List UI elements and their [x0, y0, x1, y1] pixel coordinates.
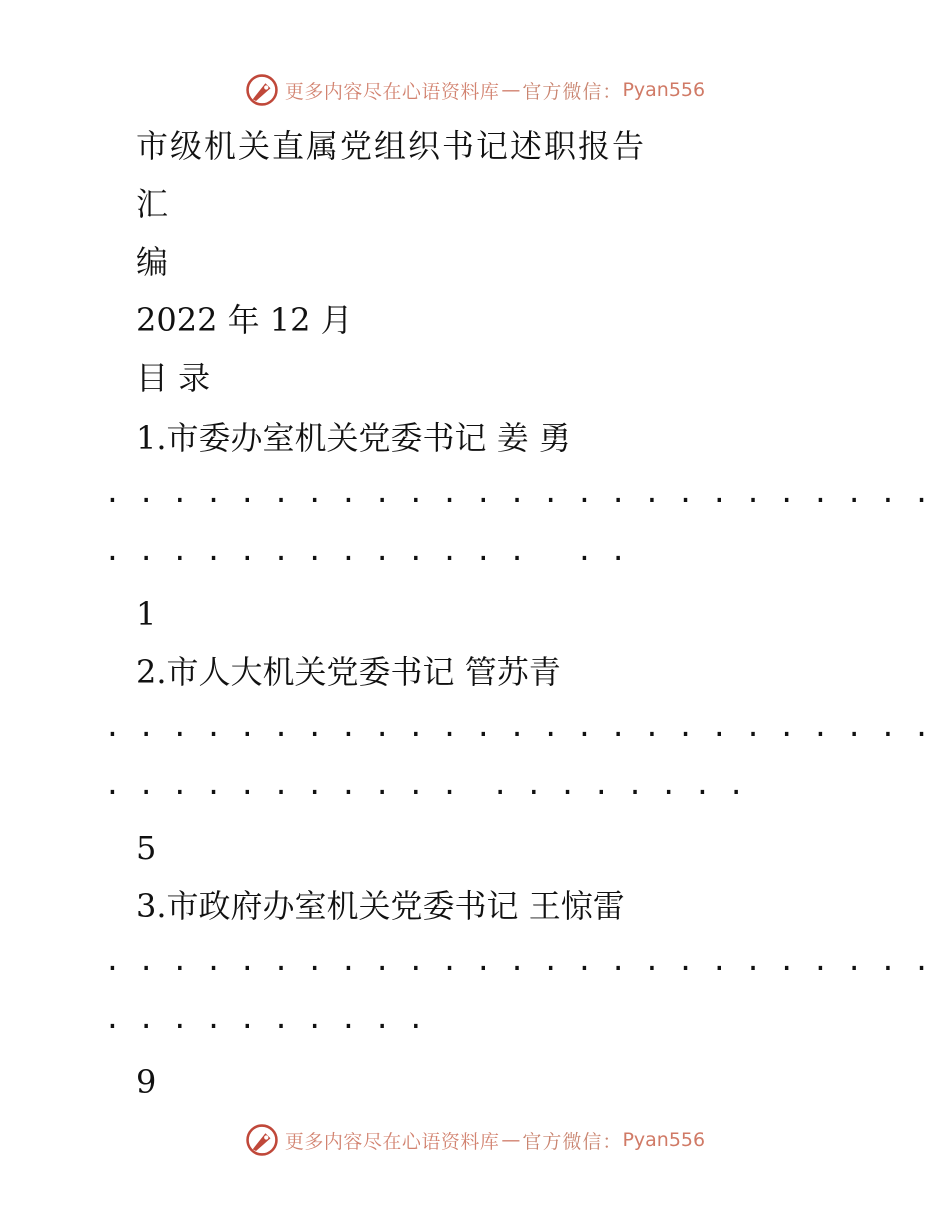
- toc-entry-title: 3.市政府办室机关党委书记 王惊雷: [136, 887, 625, 925]
- toc-entry-leader: . . . . . . . . . .: [104, 1002, 425, 1035]
- banner-brand: 更多内容尽在心语资料库: [284, 1130, 500, 1153]
- doc-subtitle-line2: 编: [136, 243, 169, 281]
- toc-entry-leader: . . . . . . . . . . . . . . .: [104, 534, 627, 567]
- banner-brand: 更多内容尽在心语资料库: [284, 80, 500, 103]
- pen-nib-logo-icon: [245, 73, 279, 107]
- header-banner: [0, 70, 950, 110]
- toc-entry-leader: . . . . . . . . . . . . . . . . . . .: [104, 768, 745, 801]
- banner-wechat-id: Pyan556: [622, 79, 706, 101]
- doc-date: 2022 年 12 月: [136, 301, 353, 339]
- toc-entry-page: 9: [136, 1063, 157, 1101]
- toc-entry-page: 1: [136, 595, 157, 633]
- banner-wechat-id: Pyan556: [622, 1129, 706, 1151]
- banner-separator: —: [501, 79, 521, 101]
- toc-entry-page: 5: [136, 829, 157, 867]
- toc-entry-leader: . . . . . . . . . . . . . . . . . . . . . . . . .: [104, 944, 931, 977]
- doc-title: 市级机关直属党组织书记述职报告: [136, 127, 647, 165]
- banner-separator: —: [501, 1129, 521, 1151]
- banner-wechat-label: 官方微信：: [522, 80, 623, 103]
- doc-subtitle-line1: 汇: [136, 185, 169, 223]
- toc-heading: 目 录: [136, 359, 211, 397]
- toc-entry-title: 1.市委办室机关党委书记 姜 勇: [136, 419, 571, 457]
- banner-wechat-label: 官方微信：: [522, 1130, 623, 1153]
- footer-banner: [0, 1120, 950, 1160]
- pen-nib-logo-icon: [245, 1123, 279, 1157]
- toc-entry-leader: . . . . . . . . . . . . . . . . . . . . . . . . .: [104, 710, 931, 743]
- toc-entry-title: 2.市人大机关党委书记 管苏青: [136, 653, 561, 691]
- toc-entry-leader: . . . . . . . . . . . . . . . . . . . . . . . . .: [104, 476, 931, 509]
